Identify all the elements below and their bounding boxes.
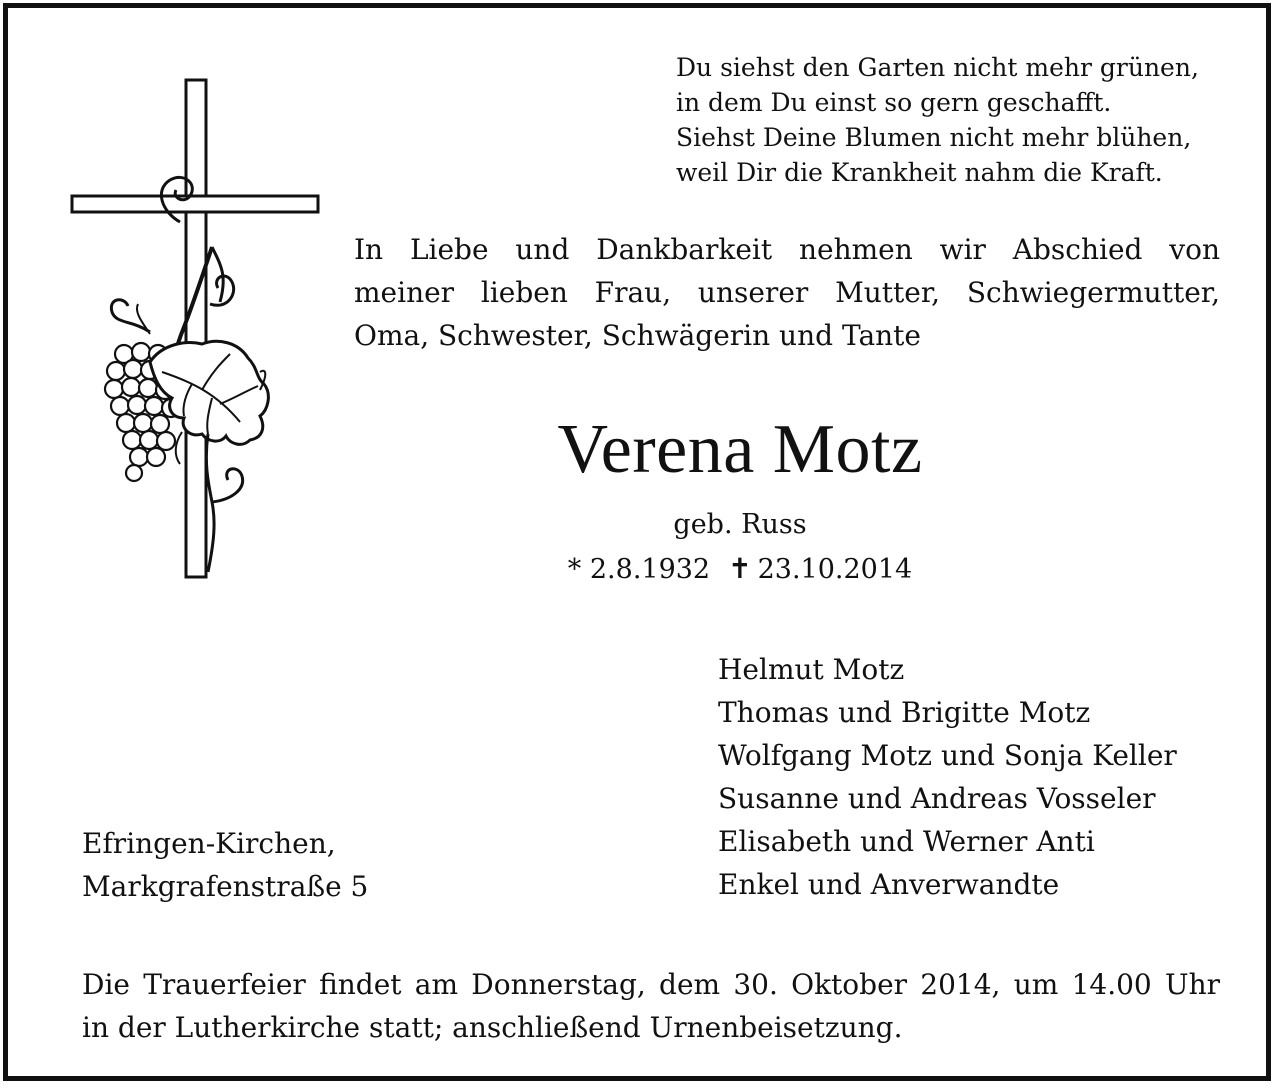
mourner-line: Helmut Motz xyxy=(718,653,905,686)
poem-line: Siehst Deine Blumen nicht mehr blühen, xyxy=(676,123,1192,152)
death-date: 23.10.2014 xyxy=(757,554,913,585)
mourner-line: Enkel und Anverwandte xyxy=(718,868,1060,901)
farewell-intro xyxy=(354,228,1220,357)
birth-date: * 2.8.1932 xyxy=(567,554,711,585)
intro-line: Oma, Schwester, Schwägerin und Tante xyxy=(354,319,921,352)
poem-verse xyxy=(676,50,1246,190)
death-cross-icon: ✝ xyxy=(728,552,752,585)
mourner-line: Susanne und Andreas Vosseler xyxy=(718,782,1156,815)
intro-line: meiner lieben Frau, unserer Mutter, Schwiegermutter, xyxy=(354,276,1220,309)
deceased-name: Verena Motz xyxy=(557,411,923,488)
address-line: Markgrafenstraße 5 xyxy=(82,870,369,903)
cross-with-grapevine-icon xyxy=(62,72,332,592)
ceremony-line: in der Lutherkirche statt; anschließend Urnenbeisetzung. xyxy=(82,1011,903,1044)
life-dates xyxy=(540,550,940,589)
mourner-line: Thomas und Brigitte Motz xyxy=(718,696,1091,729)
poem-line: Du siehst den Garten nicht mehr grünen, xyxy=(676,53,1199,82)
intro-line: In Liebe und Dankbarkeit nehmen wir Abschied von xyxy=(354,233,1220,266)
mourner-line: Wolfgang Motz und Sonja Keller xyxy=(718,739,1177,772)
ceremony-line: Die Trauerfeier findet am Donnerstag, dem 30. Oktober 2014, um 14.00 Uhr xyxy=(82,968,1220,1001)
address-line: Efringen-Kirchen, xyxy=(82,827,336,860)
mourner-line: Elisabeth und Werner Anti xyxy=(718,825,1095,858)
poem-line: in dem Du einst so gern geschafft. xyxy=(676,88,1112,117)
poem-line: weil Dir die Krankheit nahm die Kraft. xyxy=(676,158,1163,187)
family-address xyxy=(82,822,482,908)
maiden-name: geb. Russ xyxy=(673,509,807,540)
funeral-notice xyxy=(82,963,1220,1049)
mourners-list xyxy=(718,648,1258,906)
